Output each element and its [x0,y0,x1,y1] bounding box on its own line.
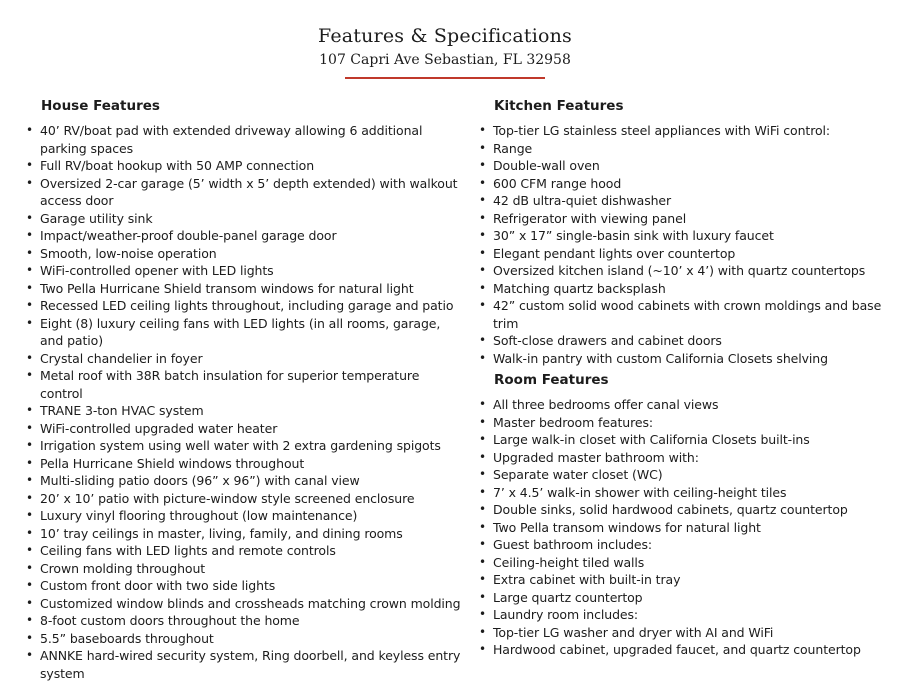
list-item: • Customized window blinds and crossheads matching crown molding [24,595,464,613]
list-item: • Two Pella Hurricane Shield transom windows for natural light [24,280,464,298]
kitchen-features-heading: Kitchen Features [494,98,624,114]
list-item: • 10’ tray ceilings in master, living, family, and dining rooms [24,525,464,543]
kitchen-features-list [477,122,897,367]
list-item: • 7’ x 4.5’ walk-in shower with ceiling-height tiles [477,484,897,502]
list-item: • Eight (8) luxury ceiling fans with LED lights (in all rooms, garage, and patio) [24,315,464,350]
list-item: • 30” x 17” single-basin sink with luxury faucet [477,227,897,245]
list-item: • 42” custom solid wood cabinets with crown moldings and base trim [477,297,897,332]
list-item: • Luxury vinyl flooring throughout (low maintenance) [24,507,464,525]
page-title: Features & Specifications [317,25,572,47]
list-item: • Oversized 2-car garage (5’ width x 5’ depth extended) with walkout access door [24,175,464,210]
list-item: • Full RV/boat hookup with 50 AMP connection [24,157,464,175]
list-item: • 8-foot custom doors throughout the home [24,612,464,630]
list-item: • Multi-sliding patio doors (96” x 96”) with canal view [24,472,464,490]
list-item: • Crystal chandelier in foyer [24,350,464,368]
list-item: • Range [477,140,897,158]
list-item: • Custom front door with two side lights [24,577,464,595]
list-item: • Matching quartz backsplash [477,280,897,298]
list-item: • Laundry room includes: [477,606,897,624]
list-item: • Separate water closet (WC) [477,466,897,484]
list-item: • Hardwood cabinet, upgraded faucet, and quartz countertop [477,641,897,659]
list-item: • Oversized kitchen island (~10’ x 4’) with quartz countertops [477,262,897,280]
house-features-heading: House Features [41,98,160,114]
list-item: • Ceiling fans with LED lights and remote controls [24,542,464,560]
list-item: • Large walk-in closet with California Closets built-ins [477,431,897,449]
list-item: • Walk-in pantry with custom California Closets shelving [477,350,897,368]
list-item: • Refrigerator with viewing panel [477,210,897,228]
list-item: • 40’ RV/boat pad with extended driveway allowing 6 additional parking spaces [24,122,464,157]
document-header [0,24,890,79]
list-item: • Extra cabinet with built-in tray [477,571,897,589]
list-item: • Two Pella transom windows for natural light [477,519,897,537]
list-item: • 600 CFM range hood [477,175,897,193]
list-item: • Smooth, low-noise operation [24,245,464,263]
room-features-list [477,396,897,659]
list-item: • Pella Hurricane Shield windows throughout [24,455,464,473]
list-item: • Metal roof with 38R batch insulation for superior temperature control [24,367,464,402]
list-item: • Guest bathroom includes: [477,536,897,554]
list-item: • Master bedroom features: [477,414,897,432]
list-item: • WiFi-controlled opener with LED lights [24,262,464,280]
list-item: • Top-tier LG washer and dryer with AI and WiFi [477,624,897,642]
list-item: • ANNKE hard-wired security system, Ring doorbell, and keyless entry system [24,647,464,682]
kitchen-room-column [477,96,897,659]
room-features-heading: Room Features [494,372,609,388]
list-item: • 20’ x 10’ patio with picture-window style screened enclosure [24,490,464,508]
list-item: • TRANE 3-ton HVAC system [24,402,464,420]
house-features-column [24,96,464,682]
list-item: • Garage utility sink [24,210,464,228]
list-item: • Top-tier LG stainless steel appliances with WiFi control: [477,122,897,140]
list-item: • Large quartz countertop [477,589,897,607]
list-item: • All three bedrooms offer canal views [477,396,897,414]
list-item: • 5.5” baseboards throughout [24,630,464,648]
list-item: • 42 dB ultra-quiet dishwasher [477,192,897,210]
list-item: • Recessed LED ceiling lights throughout, including garage and patio [24,297,464,315]
list-item: • Ceiling-height tiled walls [477,554,897,572]
list-item: • Crown molding throughout [24,560,464,578]
list-item: • Elegant pendant lights over countertop [477,245,897,263]
list-item: • WiFi-controlled upgraded water heater [24,420,464,438]
property-address: 107 Capri Ave Sebastian, FL 32958 [319,52,571,68]
list-item: • Irrigation system using well water with 2 extra gardening spigots [24,437,464,455]
list-item: • Double sinks, solid hardwood cabinets, quartz countertop [477,501,897,519]
list-item: • Double-wall oven [477,157,897,175]
list-item: • Upgraded master bathroom with: [477,449,897,467]
list-item: • Soft-close drawers and cabinet doors [477,332,897,350]
title-divider [345,77,545,79]
house-features-list [24,122,464,682]
list-item: • Impact/weather-proof double-panel garage door [24,227,464,245]
